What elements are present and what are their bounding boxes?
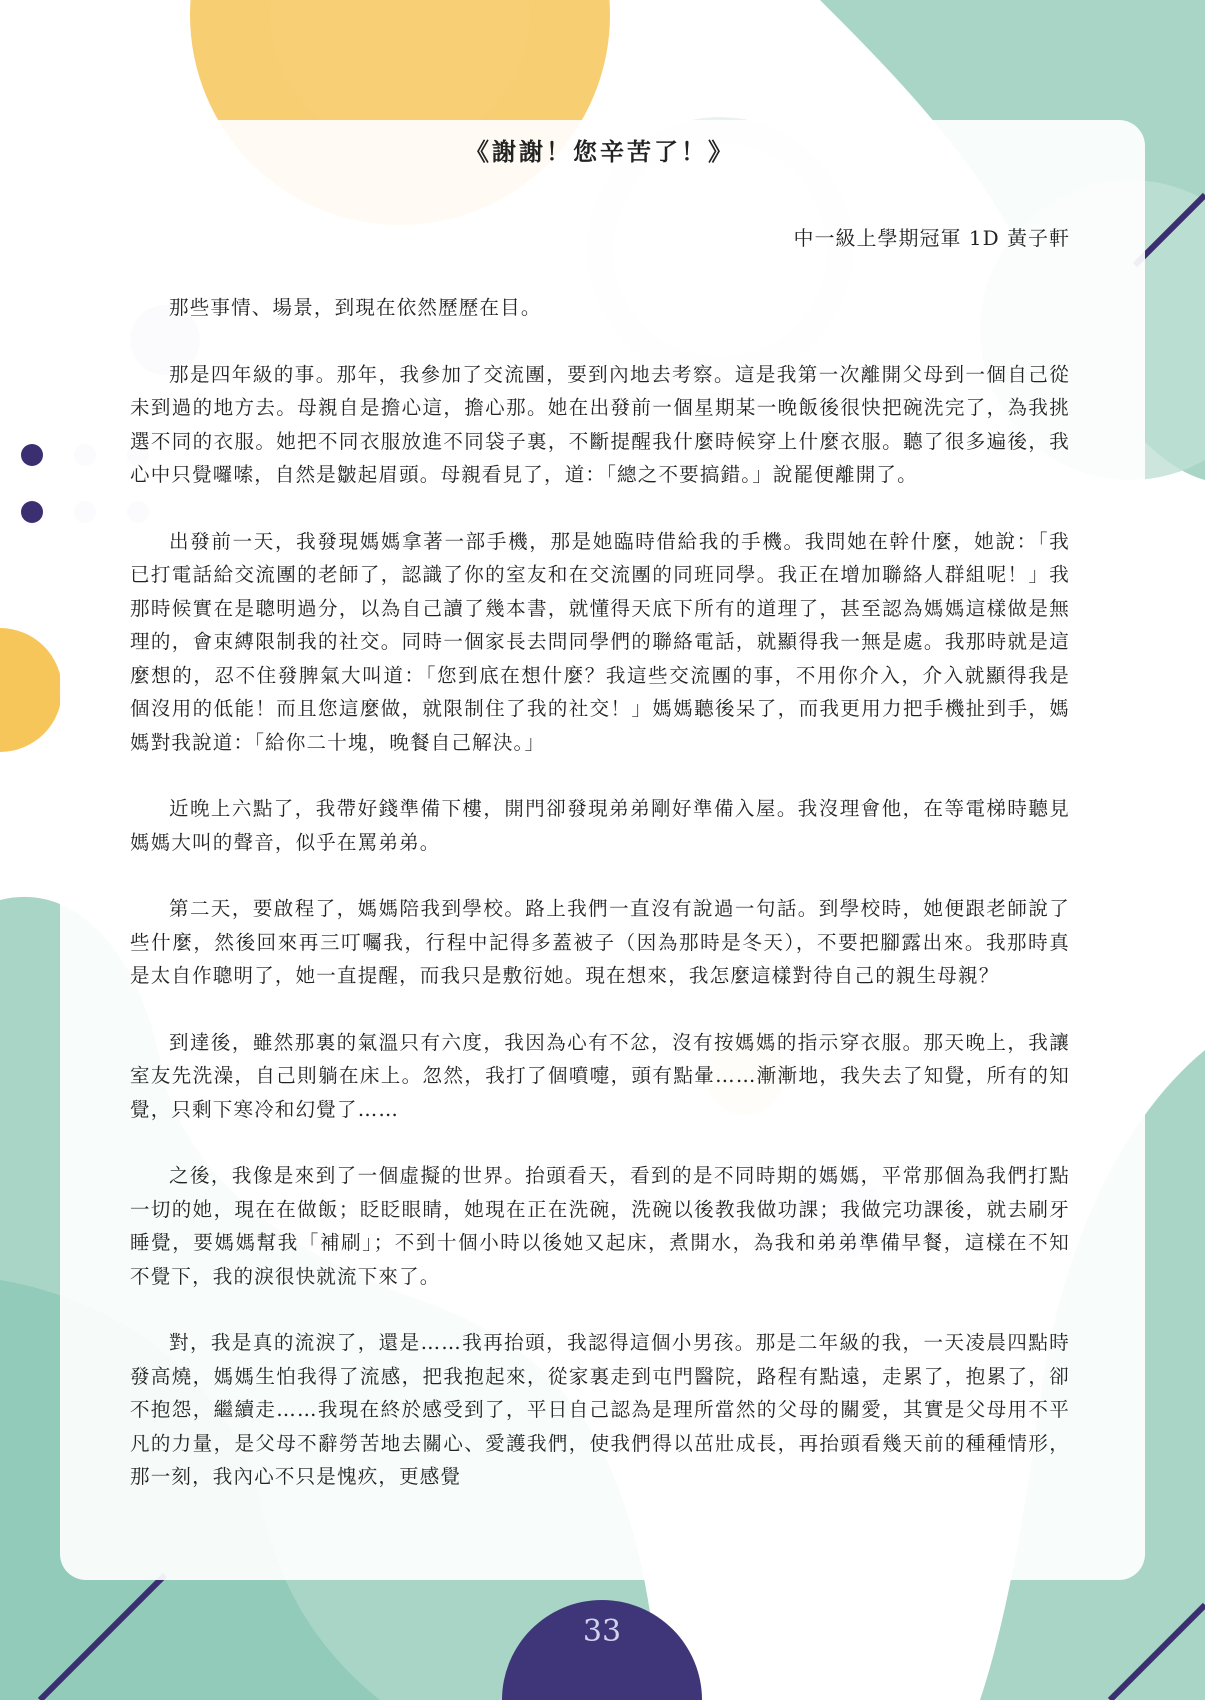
paragraph-8: 對，我是真的流淚了，還是……我再抬頭，我認得這個小男孩。那是二年級的我，一天凌晨四點時發高燒，媽媽生怕我得了流感，把我抱起來，從家裏走到屯門醫院，路程有點遠，走累了，抱累了，卻不抱怨，繼續走……我現在終於感受到了，平日自己認為是理所當然的父母的關愛，其實是父母用不平凡的力量，是父母不辭勞苦地去關心、愛護我們，使我們得以茁壯成長，再抬頭看幾天前的種種情形，那一刻，我內心不只是愧疚，更感覺 <box>130 1331 1070 1488</box>
author-line: 中一級上學期冠軍 1D 黃子軒 <box>793 226 1070 250</box>
paragraph-4: 近晚上六點了，我帶好錢準備下樓，開門卻發現弟弟剛好準備入屋。我沒理會他，在等電梯時聽見媽媽大叫的聲音，似乎在罵弟弟。 <box>130 797 1070 854</box>
paragraph-1: 那些事情、場景，到現在依然歷歷在目。 <box>169 296 542 319</box>
navy-dot-2 <box>21 501 43 523</box>
paragraph-3: 出發前一天，我發現媽媽拿著一部手機，那是她臨時借給我的手機。我問她在幹什麼，她說：「我已打電話給交流團的老師了，認識了你的室友和在交流團的同班同學。我正在增加聯絡人群組呢！」我那時候實在是聰明過分，以為自己讀了幾本書，就懂得天底下所有的道理了，甚至認為媽媽這樣做是無理的，會束縛限制我的社交。同時一個家長去問同學們的聯絡電話，就顯得我一無是處。我那時就是這麼想的，忍不住發脾氣大叫道：「您到底在想什麼？我這些交流團的事，不用你介入，介入就顯得我是個沒用的低能！而且您這麼做，就限制住了我的社交！」媽媽聽後呆了，而我更用力把手機扯到手，媽媽對我說道：「給你二十塊，晚餐自己解決。」 <box>130 529 1070 754</box>
paragraph-5: 第二天，要啟程了，媽媽陪我到學校。路上我們一直沒有說過一句話。到學校時，她便跟老師說了些什麼，然後回來再三叮囑我，行程中記得多蓋被子（因為那時是冬天），不要把腳露出來。我那時真是太自作聰明了，她一直提醒，而我只是敷衍她。現在想來，我怎麼這樣對待自己的親生母親？ <box>130 897 1070 987</box>
yellow-half-circle-left <box>0 628 62 752</box>
article-title: 《謝謝！您辛苦了！》 <box>465 137 735 166</box>
page-number: 33 <box>582 1614 622 1649</box>
paragraph-6: 到達後，雖然那裏的氣溫只有六度，我因為心有不忿，沒有按媽媽的指示穿衣服。那天晚上，我讓室友先洗澡，自己則躺在床上。忽然，我打了個噴嚏，頭有點暈……漸漸地，我失去了知覺，所有的知覺，只剩下寒冷和幻覺了…… <box>130 1030 1070 1121</box>
paragraph-7: 之後，我像是來到了一個虛擬的世界。抬頭看天，看到的是不同時期的媽媽，平常那個為我們打點一切的她，現在在做飯；眨眨眼睛，她現在正在洗碗，洗碗以後教我做功課；我做完功課後，就去刷牙睡覺，要媽媽幫我「補刷」；不到十個小時以後她又起床，煮開水，為我和弟弟準備早餐，這樣在不知不覺下，我的淚很快就流下來了。 <box>130 1164 1070 1288</box>
paragraph-2: 那是四年級的事。那年，我參加了交流團，要到內地去考察。這是我第一次離開父母到一個自己從未到過的地方去。母親自是擔心這，擔心那。她在出發前一個星期某一晚飯後很快把碗洗完了，為我挑選不同的衣服。她把不同衣服放進不同袋子裏，不斷提醒我什麼時候穿上什麼衣服。聽了很多遍後，我心中只覺囉嗦，自然是皺起眉頭。母親看見了，道：「總之不要搞錯。」說罷便離開了。 <box>130 362 1070 486</box>
navy-dot-1 <box>21 444 43 466</box>
article <box>130 130 1070 1494</box>
